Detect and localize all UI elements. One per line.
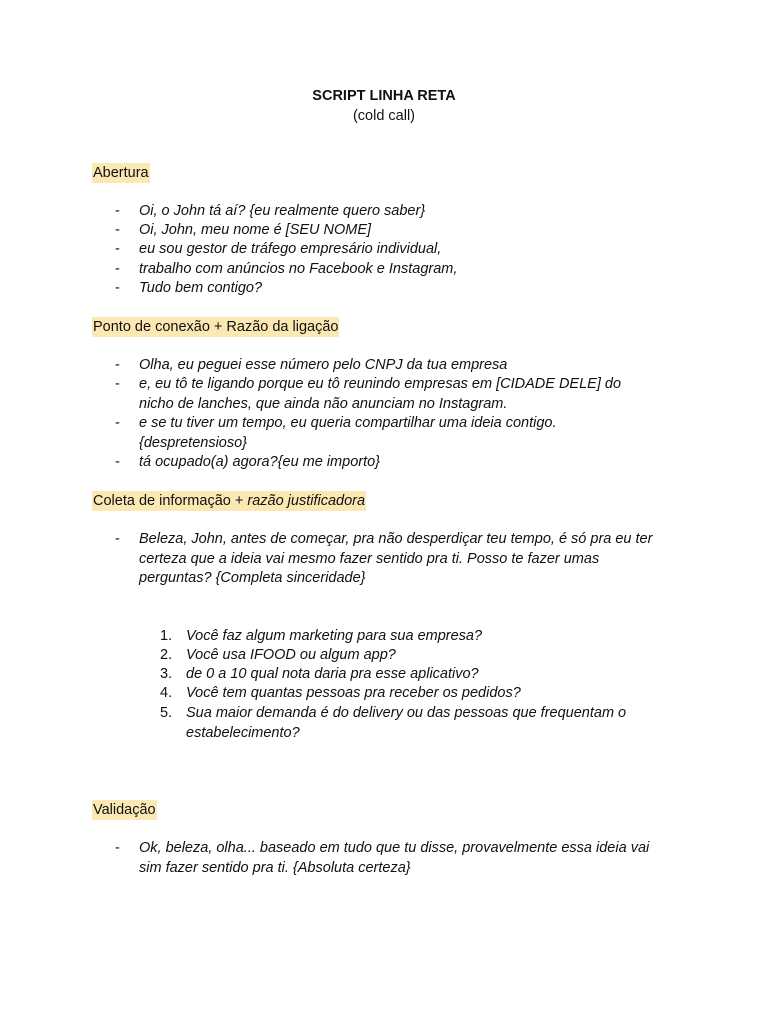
bullet-marker: -: [115, 415, 120, 431]
numbered-item: Você tem quantas pessoas pra receber os pedidos?: [186, 685, 521, 701]
section-heading-validacao: Validação: [93, 802, 156, 818]
list-number: 2.: [160, 647, 173, 663]
page-title: SCRIPT LINHA RETA: [312, 88, 456, 104]
bullet-marker: -: [115, 531, 120, 547]
page-subtitle: (cold call): [352, 108, 416, 124]
section-heading-conexao: Ponto de conexão + Razão da ligação: [93, 319, 339, 335]
list-number: 3.: [160, 666, 173, 682]
list-number: 4.: [160, 685, 173, 701]
numbered-item: Você usa IFOOD ou algum app?: [186, 647, 396, 663]
bullet-marker: -: [115, 376, 120, 392]
section-heading-coleta: [92, 491, 366, 511]
list-item: Ok, beleza, olha... baseado em tudo que tu disse, provavelmente essa ideia vai sim fazer sentido pra ti. {Absoluta certeza}: [139, 840, 650, 876]
list-item: Olha, eu peguei esse número pelo CNPJ da tua empresa: [139, 357, 508, 373]
list-item: e se tu tiver um tempo, eu queria compartilhar uma ideia contigo. {despretensioso}: [139, 415, 557, 451]
bullet-marker: -: [115, 261, 120, 277]
list-item: e, eu tô te ligando porque eu tô reunindo empresas em [CIDADE DELE] do nicho de lanches, que ainda não anunciam no Instagram.: [139, 376, 622, 412]
list-item: trabalho com anúncios no Facebook e Instagram,: [139, 261, 458, 277]
heading-italic-text: razão justificadora: [247, 493, 366, 509]
numbered-item: Sua maior demanda é do delivery ou das pessoas que frequentam o estabelecimento?: [186, 705, 627, 741]
list-item: Tudo bem contigo?: [139, 280, 263, 296]
list-item: Oi, John, meu nome é [SEU NOME]: [139, 222, 372, 238]
numbered-item: de 0 a 10 qual nota daria pra esse aplicativo?: [186, 666, 479, 682]
section-heading-abertura: Abertura: [93, 165, 149, 181]
list-item: tá ocupado(a) agora?{eu me importo}: [139, 454, 381, 470]
bullet-marker: -: [115, 454, 120, 470]
heading-plain-text: Coleta de informação +: [93, 493, 248, 509]
list-number: 5.: [160, 705, 173, 721]
list-number: 1.: [160, 628, 173, 644]
bullet-marker: -: [115, 357, 120, 373]
list-item: Oi, o John tá aí? {eu realmente quero saber}: [139, 203, 426, 219]
numbered-item: Você faz algum marketing para sua empresa?: [186, 628, 483, 644]
bullet-marker: -: [115, 280, 120, 296]
bullet-marker: -: [115, 203, 120, 219]
list-item: Beleza, John, antes de começar, pra não desperdiçar teu tempo, é só pra eu ter certeza que a ideia vai mesmo fazer sentido pra ti. Posso te fazer umas perguntas? {Completa sinceridade}: [139, 531, 653, 586]
list-item: eu sou gestor de tráfego empresário individual,: [139, 241, 442, 257]
bullet-marker: -: [115, 222, 120, 238]
bullet-marker: -: [115, 241, 120, 257]
bullet-marker: -: [115, 840, 120, 856]
